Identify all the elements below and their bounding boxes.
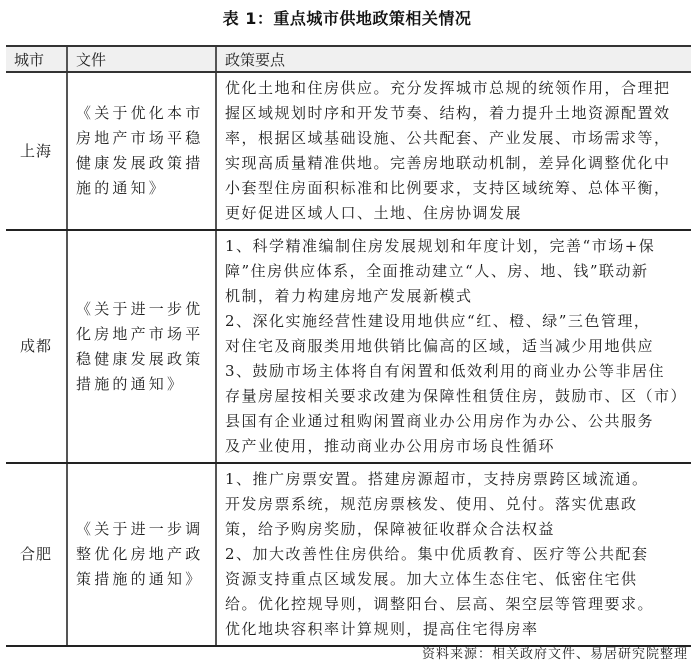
policy-line: 1、推广房票安置。搭建房源超市，支持房票跨区域流通。 [225, 470, 649, 488]
policy-line: 率，根据区域基础设施、公共配套、产业发展、市场需求等， [225, 129, 671, 147]
document-cell [67, 463, 216, 646]
city-cell: 合肥 [6, 463, 67, 646]
policy-line: 握区域规划时序和开发节奏、结构，着力提升土地资源配置效 [225, 104, 671, 122]
header-policy-points: 政策要点 [216, 46, 691, 72]
policy-line: 障”住房供应体系，全面推动建立“人、房、地、钱”联动新 [225, 262, 649, 280]
policy-points-cell [216, 230, 691, 463]
table-title: 表 1：重点城市供地政策相关情况 [222, 9, 472, 28]
city-cell: 上海 [6, 72, 67, 230]
policy-line: 2、深化实施经营性建设用地供应“红、橙、绿”三色管理， [225, 312, 651, 330]
policy-line: 给。优化控规导则，调整阳台、层高、架空层等管理要求。 [225, 595, 655, 613]
header-document: 文件 [67, 46, 216, 72]
document-line: 房地产市场平稳 [76, 129, 204, 147]
policy-line: 对住宅及商服类用地供销比偏高的区域，适当减少用地供应 [225, 337, 655, 355]
document-line: 《关于优化本市 [76, 104, 204, 122]
document-line: 整优化房地产政 [76, 545, 204, 563]
policy-line: 开发房票系统，规范房票核发、使用、兑付。落实优惠政 [225, 495, 638, 513]
document-line: 健康发展政策措 [76, 154, 204, 172]
policy-line: 优化土地和住房供应。充分发挥城市总规的统领作用，合理把 [225, 79, 671, 97]
policy-line: 优化地块容积率计算规则，提高住宅得房率 [225, 620, 539, 638]
policy-table [6, 45, 691, 647]
table-row [6, 463, 691, 646]
policy-line: 及产业使用，推动商业办公用房市场良性循环 [225, 437, 556, 455]
policy-line: 更好促进区域人口、土地、住房协调发展 [225, 204, 523, 222]
document-line: 化房地产市场平 [76, 324, 204, 343]
policy-line: 资源支持重点区域发展。加大立体生态住宅、低密住宅供 [225, 570, 638, 588]
document-line: 《关于进一步优 [76, 299, 204, 318]
policy-line: 策，给予购房奖励，保障被征收群众合法权益 [225, 520, 556, 538]
policy-points-cell [216, 463, 691, 646]
document-cell [67, 230, 216, 463]
policy-line: 存量房屋按相关要求改建为保障性租赁住房，鼓励市、区（市） [225, 387, 688, 405]
source-note: 资料来源：相关政府文件、易居研究院整理 [421, 647, 688, 662]
table-header-row [6, 46, 691, 72]
policy-line: 县国有企业通过租购闲置商业办公用房作为办公、公共服务 [225, 412, 655, 430]
policy-line: 机制，着力构建房地产发展新模式 [225, 287, 473, 305]
policy-line: 2、加大改善性住房供给。集中优质教育、医疗等公共配套 [225, 545, 649, 563]
document-line: 《关于进一步调 [76, 520, 204, 538]
header-city: 城市 [6, 46, 67, 72]
policy-points-cell [216, 72, 691, 230]
document-line: 措施的通知》 [76, 374, 186, 393]
city-cell: 成都 [6, 230, 67, 463]
table-row [6, 230, 691, 463]
policy-line: 3、鼓励市场主体将自有闲置和低效利用的商业办公等非居住 [225, 362, 666, 380]
document-line: 稳健康发展政策 [76, 349, 204, 368]
policy-line: 1、科学精准编制住房发展规划和年度计划，完善“市场+保 [225, 237, 656, 255]
document-line: 策措施的通知》 [76, 570, 204, 588]
policy-line: 实现高质量精准供地。完善房地联动机制，差异化调整优化中 [225, 154, 671, 172]
document-cell [67, 72, 216, 230]
document-line: 施的通知》 [76, 179, 168, 197]
policy-line: 小套型住房面积标准和比例要求，支持区域统筹、总体平衡， [225, 179, 671, 197]
table-row [6, 72, 691, 230]
